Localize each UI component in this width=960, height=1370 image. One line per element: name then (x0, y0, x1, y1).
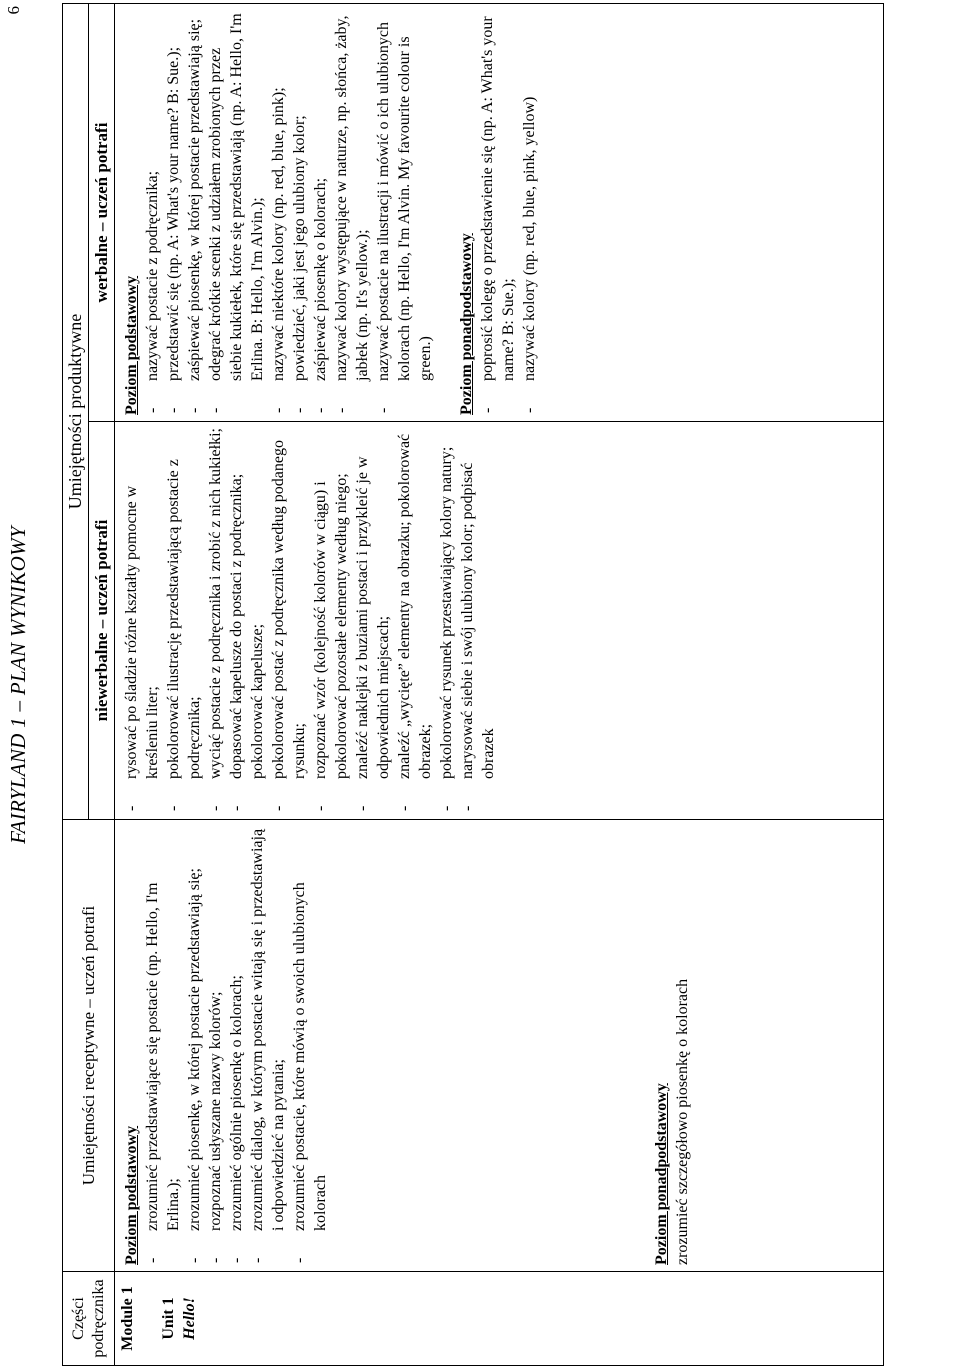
list-item: - zrozumieć ogólnie piosenkę o kolorach; (226, 826, 247, 1265)
receptive-advanced-text: zrozumieć szczegółowo piosenkę o kolorach (674, 978, 691, 1265)
list-item: - znaleźć „wycięte” elementy na obrazku; pokolorować obrazek; (394, 428, 436, 813)
verbal-advanced-label: Poziom ponadpodstawowy (458, 233, 475, 415)
list-item: - pokolorować postać z podręcznika według podanego rysunku; (268, 428, 310, 813)
unit-label: Unit 1 (160, 1297, 177, 1340)
nonverbal-cell (115, 422, 884, 820)
receptive-advanced-label: Poziom ponadpodstawowy (653, 1083, 670, 1265)
list-item: - narysować siebie i swój ulubiony kolor; podpisać obrazek (457, 428, 499, 813)
list-item: - zrozumieć piosenkę, w której postacie przedstawiają się; (184, 826, 205, 1265)
list-item: - nazywać niektóre kolory (np. red, blue, pink); (268, 10, 289, 415)
plan-table (62, 3, 884, 1366)
list-item: - zaśpiewać piosenkę o kolorach; (310, 10, 331, 415)
header-productive: Umiejętności produktywne (63, 4, 89, 820)
list-item: - poprosić kolegę o przedstawienie się (np. A: What's your name? B: Sue.); (477, 10, 519, 415)
header-receptive: Umiejętności receptywne – uczeń potrafi (63, 820, 115, 1272)
unit-title: Hello! (181, 1297, 198, 1340)
list-item: - nazywać kolory występujące w naturze, np. słońca, żaby, jabłek (np. It's yellow.); (331, 10, 373, 415)
list-item: - rozpoznać wzór (kolejność kolorów w ciągu) i pokolorować pozostałe elementy według niego; (310, 428, 352, 813)
page-title: FAIRYLAND 1 – PLAN WYNIKOWY (6, 526, 30, 844)
verbal-basic-list (142, 10, 436, 415)
module-row (115, 4, 884, 1366)
header-nonverbal: niewerbalne – uczeń potrafi (89, 422, 115, 820)
module-label: Module 1 (119, 1286, 136, 1351)
module-cell (115, 1272, 884, 1366)
list-item: - zrozumieć przedstawiające się postacie (np. Hello, I'm Erlina.); (142, 826, 184, 1265)
list-item: - wyciąć postacie z podręcznika i zrobić z nich kukiełki; (205, 428, 226, 813)
nonverbal-list (121, 428, 499, 813)
list-item: - nazywać kolory (np. red, blue, pink, yellow) (519, 10, 540, 415)
header-verbal: werbalne – uczeń potrafi (89, 4, 115, 422)
list-item: - dopasować kapelusze do postaci z podręcznika; pokolorować kapelusze; (226, 428, 268, 813)
verbal-advanced-list (477, 10, 540, 415)
list-item: - odegrać krótkie scenki z udziałem zrobionych przez siebie kukiełek, które się przedstawiają (np. A: Hello, I'm Erlina. B: Hello, I'm Alvin.); (205, 10, 268, 415)
list-item: - nazywać postacie z podręcznika; (142, 10, 163, 415)
list-item: - znaleźć naklejki z buziami postaci i przykleić je w odpowiednich miejscach; (352, 428, 394, 813)
header-row-1 (63, 4, 89, 1366)
receptive-basic-list (142, 826, 331, 1265)
receptive-cell (115, 820, 884, 1272)
list-item: - pokolorować ilustrację przedstawiającą postacie z podręcznika; (163, 428, 205, 813)
receptive-basic-label: Poziom podstawowy (123, 1125, 140, 1265)
list-item: - pokolorować rysunek przestawiający kolory natury; (436, 428, 457, 813)
list-item: - powiedzieć, jaki jest jego ulubiony kolor; (289, 10, 310, 415)
page-number: 6 (4, 6, 23, 15)
list-item: - rysować po śladzie różne kształty pomocne w kreśleniu liter; (121, 428, 163, 813)
list-item: - rozpoznać usłyszane nazwy kolorów; (205, 826, 226, 1265)
list-item: - zaśpiewać piosenkę, w której postacie przedstawiają się; (184, 10, 205, 415)
list-item: - przedstawić się (np. A: What's your name? B: Sue.); (163, 10, 184, 415)
header-parts: Części podręcznika (63, 1272, 115, 1366)
list-item: - zrozumieć dialog, w którym postacie witają się i przedstawiają i odpowiedzieć na pytania; (247, 826, 289, 1265)
verbal-basic-label: Poziom podstawowy (123, 275, 140, 415)
list-item: - zrozumieć postacie, które mówią o swoich ulubionych kolorach (289, 826, 331, 1265)
verbal-cell (115, 4, 884, 422)
list-item: - nazywać postacie na ilustracji i mówić o ich ulubionych kolorach (np. Hello, I'm Alvin. My favourite colour is green.) (373, 10, 436, 415)
